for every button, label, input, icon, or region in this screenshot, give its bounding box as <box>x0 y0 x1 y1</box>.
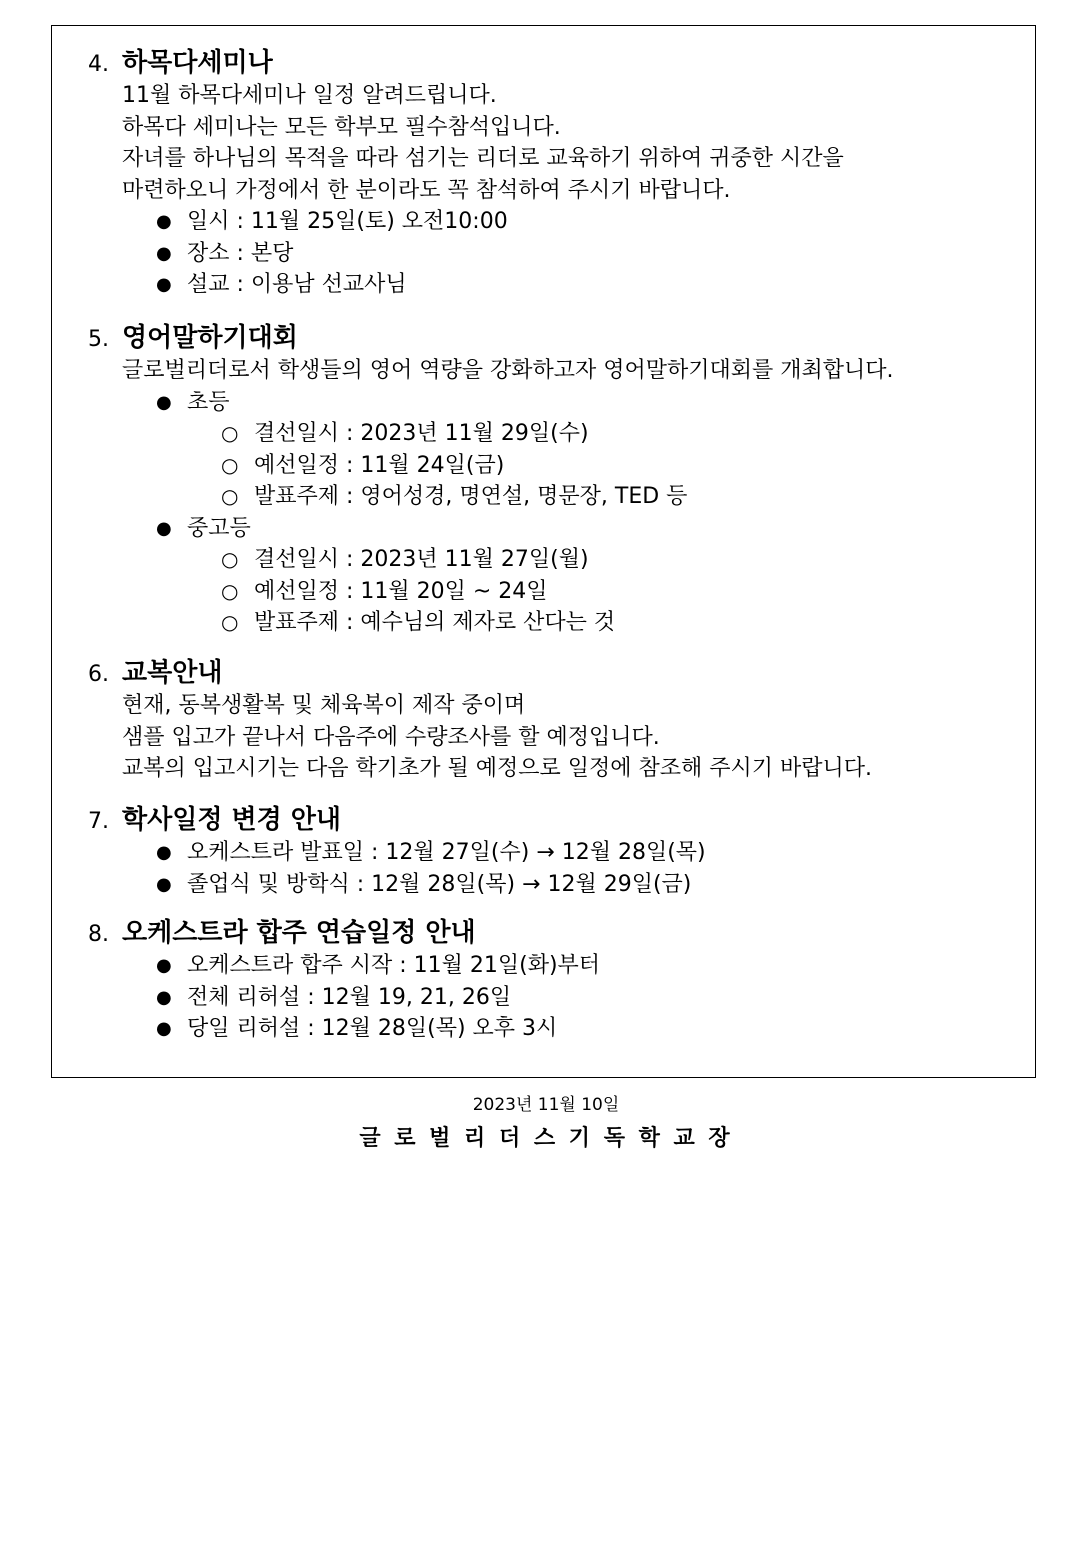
section-header <box>88 46 1018 80</box>
bullet-text: 장소 : 본당 <box>187 240 294 266</box>
bullet-icon: ● <box>156 1018 172 1039</box>
section-header <box>88 321 1018 355</box>
section-number: 5. <box>88 327 109 352</box>
bullet-icon: ● <box>156 391 172 413</box>
paragraph-line: 현재, 동복생활복 및 체육복이 제작 중이며 <box>122 693 526 718</box>
circle-bullet-icon: ○ <box>221 452 239 477</box>
bullet-item <box>156 982 1018 1014</box>
sub-bullet-item <box>221 544 1018 576</box>
bullet-icon: ● <box>156 873 172 895</box>
bullet-text: 당일 리허설 : 12월 28일(목) 오후 3시 <box>187 1016 558 1041</box>
sub-bullet-item <box>221 607 1018 639</box>
circle-bullet-icon: ○ <box>221 610 239 634</box>
sub-bullet-text: 발표주제 : 영어성경, 명연설, 명문장, TED 등 <box>254 484 688 509</box>
sub-bullet-item <box>221 576 1018 608</box>
bullet-text: 초등 <box>187 389 230 415</box>
bullet-text: 전체 리허설 : 12월 19, 21, 26일 <box>187 984 512 1010</box>
section-title: 하목다세미나 <box>122 48 273 78</box>
circle-bullet-icon: ○ <box>221 421 239 445</box>
bullet-text: 설교 : 이용남 선교사님 <box>187 272 407 297</box>
sub-bullet-item <box>221 450 1018 482</box>
section-number: 6. <box>88 662 109 687</box>
section-orchestra <box>88 916 1018 1045</box>
paragraph-line: 마련하오니 가정에서 한 분이라도 꼭 참석하여 주시기 바랍니다. <box>122 177 731 203</box>
bullet-icon: ● <box>156 242 172 264</box>
sub-bullet-item <box>221 481 1018 513</box>
sub-bullet-text: 결선일시 : 2023년 11월 27일(월) <box>254 547 589 572</box>
section-header <box>88 916 1018 950</box>
bullet-item <box>156 837 1018 869</box>
circle-bullet-icon: ○ <box>221 484 239 508</box>
circle-bullet-icon: ○ <box>221 578 239 603</box>
section-schedule-change <box>88 803 1018 900</box>
bullet-item <box>156 869 1018 901</box>
section-title: 영어말하기대회 <box>122 323 298 353</box>
section-number: 4. <box>88 52 109 77</box>
bullet-item <box>156 206 1018 238</box>
paragraph-line: 글로벌리더로서 학생들의 영어 역량을 강화하고자 영어말하기대회를 개최합니다. <box>122 358 894 383</box>
section-number: 7. <box>88 809 109 834</box>
sub-bullet-text: 예선일정 : 11월 20일 ~ 24일 <box>254 578 548 604</box>
bullet-item <box>156 513 1018 545</box>
paragraph-line: 11월 하목다세미나 일정 알려드립니다. <box>122 83 497 108</box>
section-uniform <box>88 656 1018 785</box>
bullet-item <box>156 950 1018 982</box>
bullet-text: 일시 : 11월 25일(토) 오전10:00 <box>187 209 508 234</box>
bullet-icon: ● <box>156 955 172 976</box>
school-signature: 글 로 벌 리 더 스 기 독 학 교 장 <box>359 1126 733 1151</box>
bullet-icon: ● <box>156 517 172 539</box>
bullet-icon: ● <box>156 986 172 1008</box>
bullet-item <box>156 387 1018 419</box>
bullet-item <box>156 269 1018 301</box>
section-title: 오케스트라 합주 연습일정 안내 <box>122 918 476 948</box>
bullet-item <box>156 1013 1018 1045</box>
bullet-text: 졸업식 및 방학식 : 12월 28일(목) → 12월 29일(금) <box>187 871 692 897</box>
bullet-icon: ● <box>156 274 172 295</box>
sub-bullet-text: 결선일시 : 2023년 11월 29일(수) <box>254 421 589 446</box>
sub-bullet-text: 발표주제 : 예수님의 제자로 산다는 것 <box>254 610 616 635</box>
circle-bullet-icon: ○ <box>221 547 239 571</box>
paragraph-line: 샘플 입고가 끝나서 다음주에 수량조사를 할 예정입니다. <box>122 724 660 750</box>
section-header <box>88 656 1018 690</box>
paragraph-line: 교복의 입고시기는 다음 학기초가 될 예정으로 일정에 참조해 주시기 바랍니다. <box>122 756 872 781</box>
paragraph-line: 자녀를 하나님의 목적을 따라 섬기는 리더로 교육하기 위하여 귀중한 시간을 <box>122 146 844 171</box>
document-date: 2023년 11월 10일 <box>472 1095 620 1115</box>
bullet-icon: ● <box>156 211 172 232</box>
section-english-contest <box>88 321 1018 639</box>
bullet-text: 오케스트라 발표일 : 12월 27일(수) → 12월 28일(목) <box>187 840 706 865</box>
section-header <box>88 803 1018 837</box>
section-seminar <box>88 46 1018 301</box>
bullet-text: 중고등 <box>187 515 251 541</box>
bullet-item <box>156 238 1018 270</box>
section-number: 8. <box>88 922 109 947</box>
bullet-icon: ● <box>156 842 172 863</box>
sub-bullet-text: 예선일정 : 11월 24일(금) <box>254 452 505 478</box>
section-title: 학사일정 변경 안내 <box>122 805 342 835</box>
paragraph-line: 하목다 세미나는 모든 학부모 필수참석입니다. <box>122 114 561 140</box>
section-title: 교복안내 <box>122 658 223 688</box>
sub-bullet-item <box>221 418 1018 450</box>
bullet-text: 오케스트라 합주 시작 : 11월 21일(화)부터 <box>187 953 601 978</box>
